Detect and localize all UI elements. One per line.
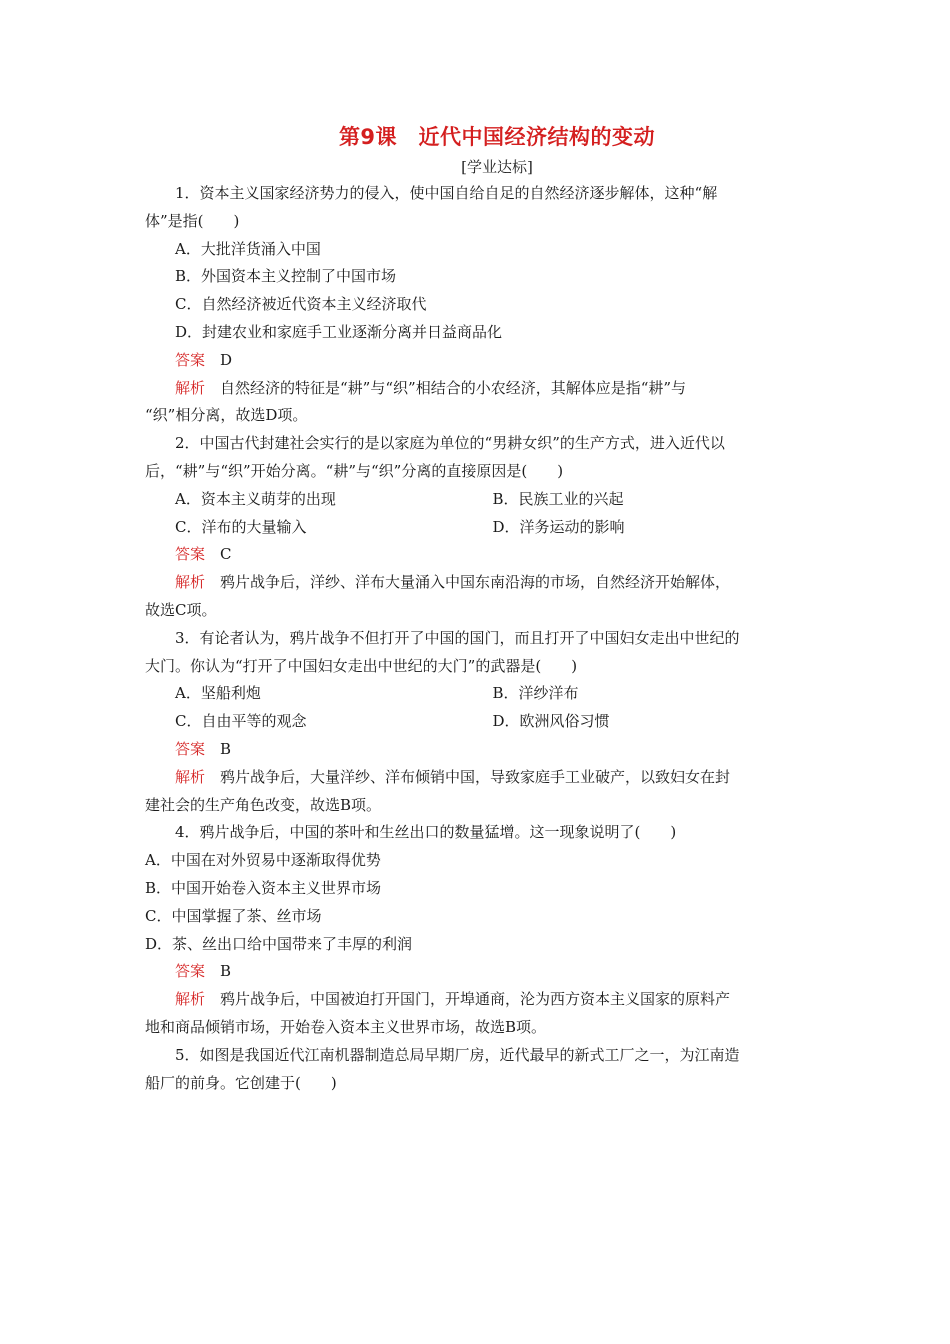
answer-value: D (220, 350, 233, 369)
question-stem-line: 后，“耕”与“织”开始分离。“耕”与“织”分离的直接原因是( ) (145, 461, 564, 480)
answer-line (145, 541, 810, 569)
answer-value: C (220, 545, 232, 564)
answer-label: 答案 (175, 962, 206, 981)
option-c: C．自由平等的观念 (175, 712, 307, 731)
explanation-text-cont: 地和商品倾销市场，开始卷入资本主义世界市场，故选B项。 (145, 1017, 547, 1036)
question-1 (145, 180, 810, 430)
option-c: C．自然经济被近代资本主义经济取代 (175, 295, 427, 314)
question-3 (145, 625, 810, 820)
explanation-label: 解析 (175, 990, 206, 1009)
explanation-line (145, 569, 810, 597)
option-a: A．中国在对外贸易中逐渐取得优势 (145, 851, 381, 870)
question-list (145, 180, 810, 1097)
option-b: B．中国开始卷入资本主义世界市场 (145, 878, 382, 897)
explanation-text-cont: 故选C项。 (145, 600, 217, 619)
question-stem-line: 船厂的前身。它创建于( ) (145, 1073, 337, 1092)
answer-line (145, 958, 810, 986)
option-row (145, 708, 810, 736)
question-stem-line: 3．有论者认为，鸦片战争不但打开了中国的国门，而且打开了中国妇女走出中世纪的 (175, 628, 740, 647)
option-a: A．资本主义萌芽的出现 (175, 489, 336, 508)
explanation-text: 鸦片战争后，洋纱、洋布大量涌入中国东南沿海的市场，自然经济开始解体， (220, 573, 731, 592)
option-row (145, 514, 810, 542)
answer-label: 答案 (175, 350, 206, 369)
explanation-text: 鸦片战争后，大量洋纱、洋布倾销中国，导致家庭手工业破产，以致妇女在封 (220, 767, 731, 786)
explanation-label: 解析 (175, 573, 206, 592)
question-2 (145, 430, 810, 625)
question-stem-line: 5．如图是我国近代江南机器制造总局早期厂房，近代最早的新式工厂之一，为江南造 (175, 1045, 740, 1064)
answer-label: 答案 (175, 739, 206, 758)
explanation-text-cont: “织”相分离，故选D项。 (145, 406, 308, 425)
explanation-text: 鸦片战争后，中国被迫打开国门，开埠通商，沦为西方资本主义国家的原料产 (220, 990, 731, 1009)
question-4 (145, 819, 810, 1041)
option-d: D．洋务运动的影响 (492, 517, 625, 536)
explanation-text: 自然经济的特征是“耕”与“织”相结合的小农经济，其解体应是指“耕”与 (220, 378, 687, 397)
answer-value: B (220, 962, 232, 981)
option-b: B．民族工业的兴起 (492, 489, 624, 508)
question-stem-line: 体”是指( ) (145, 211, 240, 230)
option-row (145, 680, 810, 708)
explanation-line (145, 764, 810, 792)
question-stem-line: 1．资本主义国家经济势力的侵入，使中国自给自足的自然经济逐步解体，这种“解 (175, 184, 718, 202)
question-stem-line: 大门。你认为“打开了中国妇女走出中世纪的大门”的武器是( ) (145, 656, 578, 675)
explanation-line (145, 375, 810, 403)
question-stem-line: 2．中国古代封建社会实行的是以家庭为单位的“男耕女织”的生产方式，进入近代以 (175, 434, 725, 453)
option-c: C．中国掌握了茶、丝市场 (145, 906, 322, 925)
option-row (145, 486, 810, 514)
answer-line (145, 347, 810, 375)
explanation-label: 解析 (175, 767, 206, 786)
question-stem-line: 4．鸦片战争后，中国的茶叶和生丝出口的数量猛增。这一现象说明了( ) (175, 823, 677, 842)
option-b: B．外国资本主义控制了中国市场 (175, 267, 397, 286)
answer-value: B (220, 739, 232, 758)
answer-label: 答案 (175, 545, 206, 564)
section-subtitle: [学业达标] (461, 158, 533, 176)
option-a: A．大批洋货涌入中国 (175, 239, 321, 258)
option-d: D．封建农业和家庭手工业逐渐分离并日益商品化 (175, 322, 503, 341)
question-5 (145, 1042, 810, 1098)
explanation-text-cont: 建社会的生产角色改变，故选B项。 (145, 795, 382, 814)
lesson-title: 第9课 近代中国经济结构的变动 (338, 125, 656, 149)
option-d: D．茶、丝出口给中国带来了丰厚的利润 (145, 934, 413, 953)
explanation-label: 解析 (175, 378, 206, 397)
option-b: B．洋纱洋布 (492, 684, 579, 703)
option-d: D．欧洲风俗习惯 (492, 712, 610, 731)
answer-line (145, 736, 810, 764)
option-c: C．洋布的大量输入 (175, 517, 307, 536)
explanation-line (145, 986, 810, 1014)
option-a: A．坚船利炮 (175, 684, 261, 703)
